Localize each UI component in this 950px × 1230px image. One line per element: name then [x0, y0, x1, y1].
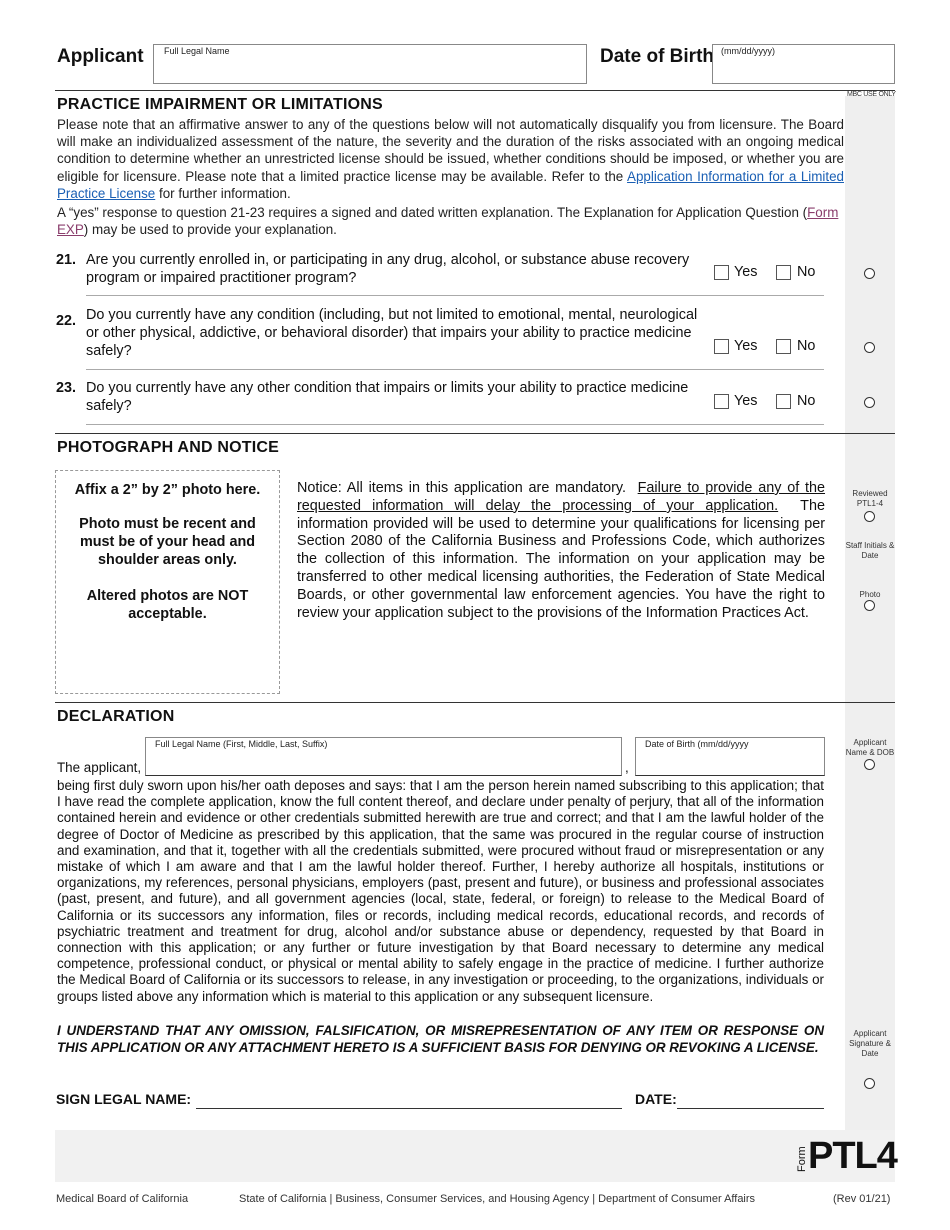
question-22-text: Do you currently have any condition (including, but not limited to emotional, mental, neurological or other physical, addictive, or behavioral disorder) that impairs your ability to practice medicine safely?: [86, 307, 698, 360]
declaration-warning: I UNDERSTAND THAT ANY OMISSION, FALSIFICATION, OR MISREPRESENTATION OF ANY ITEM OR RESPONSE ON THIS APPLICATION OR ANY ATTACHMENT HERETO IS A SUFFICIENT BASIS FOR DENYING OR REVOKING A LICENSE.: [57, 1023, 824, 1055]
section-divider-photo: [55, 433, 895, 434]
footer-agency: State of California | Business, Consumer Services, and Housing Agency | Department of Consumer Affairs: [239, 1193, 756, 1205]
intro-text-b: for further information.: [158, 185, 291, 201]
question-22-divider: [86, 369, 824, 370]
question-21-no-label: No: [797, 264, 816, 280]
question-22-no-label: No: [797, 338, 816, 354]
photo-check-circle[interactable]: [864, 600, 875, 611]
question-21-no-checkbox[interactable]: [776, 265, 791, 280]
note-text-a: A “yes” response to question 21-23 requires a signed and dated written explanation. The Explanation for Application Question (: [57, 205, 808, 220]
reviewed-circle[interactable]: [864, 511, 875, 522]
photo-recent-instruction: Photo must be recent and must be of your head and shoulder areas only.: [79, 516, 256, 568]
section-divider-declaration: [55, 702, 895, 703]
declaration-body: being first duly sworn upon his/her oath deposes and says: that I am the person herein named subscribing to this application; that I have read the complete application, know the full content thereof, and declare under penalty of perjury, that all of the information contained herein and evidence or other credentials submitted herewith are true and correct; and that I am the lawful holder of the degree of Doctor of Medicine as prescribed by this application, that the same was procured in the regular course of instruction and examination, and that it, together with all the credentials submitted, were procured without fraud or misrepresentation or any mistake of which I am aware and that I am the lawful holder thereof. Further, I hereby authorize all hospitals, institutions or organizations, my references, personal physicians, employers (past, present and future), or business and professional associates (past, present, and future), and all government agencies (local, state, federal, or foreign) to release to the Medical Board of California or its successors any information, files or records, including medical records, educational records, and records of psychiatric treatment and treatment for drug, alcohol and/or substance abuse or dependency, requested by that Board in connection with this application; or any further or future investigation by that Board necessary to determine any medical competence, professional conduct, or physical or mental ability to safely engage in the practice of medicine. I further authorize the Medical Board of California or its successors to release, in any investigation or proceeding, to the organizations, individuals or groups listed above any information which is material to this application or any subsequent licensure.: [57, 778, 824, 1004]
question-22-no-checkbox[interactable]: [776, 339, 791, 354]
dob-caption: (mm/dd/yyyy): [721, 46, 775, 56]
applicant-signature-label: Applicant Signature & Date: [849, 1029, 891, 1058]
applicant-name-dob-label: Applicant Name & DOB: [845, 738, 895, 757]
declaration-dob-caption: Date of Birth (mm/dd/yyyy: [645, 739, 749, 749]
form-id-band: [55, 1130, 895, 1182]
question-22-review-circle[interactable]: [864, 342, 875, 353]
question-21-number: 21.: [56, 252, 77, 268]
dob-label: Date of Birth: [600, 46, 714, 67]
staff-initials-label: Staff Initials & Date: [845, 541, 895, 560]
applicant-name-dob-circle[interactable]: [864, 759, 875, 770]
declaration-full-name-field[interactable]: [145, 737, 622, 776]
question-23-no-checkbox[interactable]: [776, 394, 791, 409]
impairment-section-title: PRACTICE IMPAIRMENT OR LIMITATIONS: [57, 96, 383, 113]
question-21-divider: [86, 295, 824, 296]
declaration-comma: ,: [625, 760, 629, 775]
footer-revision: (Rev 01/21): [833, 1193, 891, 1205]
declaration-section-title: DECLARATION: [57, 708, 175, 725]
question-21-yes-label: Yes: [734, 264, 758, 280]
question-23-no-label: No: [797, 393, 816, 409]
form-id: PTL4: [808, 1135, 897, 1177]
mbc-use-only-label: MBC USE ONLY: [847, 91, 896, 98]
photo-section-title: PHOTOGRAPH AND NOTICE: [57, 439, 279, 456]
notice-underlined: Failure to provide any of the requested information will delay the processing of your application.: [297, 480, 826, 514]
date-of-birth-field[interactable]: [712, 44, 895, 84]
mbc-use-sidebar: [845, 96, 895, 1182]
declaration-dob-field[interactable]: [635, 737, 825, 776]
intro-text-a: Please note that an affirmative answer to any of the questions below will not automatically disqualify you from licensure. The Board will make an individualized assessment of the nature, the severity and the duration of the risks associated with an ongoing medical condition to determine whether an unrestricted license should be issued, whether conditions should be imposed, or whether you are eligible for licensure. Please note that a limited practice license may be available. Refer to the: [57, 117, 844, 184]
question-21-yes-checkbox[interactable]: [714, 265, 729, 280]
question-21-text: Are you currently enrolled in, or participating in any drug, alcohol, or substance abuse recovery program or impaired practitioner program?: [86, 252, 690, 287]
date-line[interactable]: [677, 1108, 824, 1109]
impairment-intro: [57, 116, 844, 202]
question-23-number: 23.: [56, 380, 77, 396]
question-23-review-circle[interactable]: [864, 397, 875, 408]
signature-line[interactable]: [196, 1108, 622, 1109]
question-23-yes-label: Yes: [734, 393, 758, 409]
date-label: DATE:: [635, 1091, 677, 1107]
photo-altered-warning: Altered photos are NOT acceptable.: [86, 588, 249, 622]
question-21-review-circle[interactable]: [864, 268, 875, 279]
applicant-signature-circle[interactable]: [864, 1078, 875, 1089]
question-22-number: 22.: [56, 313, 77, 329]
notice-text: [297, 480, 825, 622]
name-caption: Full Legal Name: [164, 46, 230, 56]
form-exp-link[interactable]: Form EXP: [57, 205, 839, 238]
notice-b: The information provided will be used to determine your qualifications for licensing per Section 2080 of the California Business and Professions Code, which authorizes the collection of this information. The information on your application may be transferred to other medical licensing authorities, the Federation of State Medical Boards, or other governmental law enforcement agencies. You have the right to review your application subject to the provisions of the Information Practices Act.: [297, 497, 825, 621]
reviewed-ptl-label: Reviewed PTL1-4: [852, 489, 888, 508]
photo-check-label: Photo: [859, 590, 881, 599]
photo-affix-area[interactable]: [55, 470, 280, 694]
yes-response-note: [57, 204, 844, 238]
full-legal-name-field[interactable]: [153, 44, 587, 84]
question-22-yes-label: Yes: [734, 338, 758, 354]
note-text-b: ) may be used to provide your explanation.: [83, 222, 337, 238]
notice-a: Notice: All items in this application are mandatory.: [297, 480, 627, 496]
footer-board-name: Medical Board of California: [56, 1193, 189, 1205]
applicant-label: Applicant: [57, 46, 144, 67]
form-small-label: Form: [796, 1146, 808, 1172]
header-divider: [55, 90, 895, 91]
question-23-yes-checkbox[interactable]: [714, 394, 729, 409]
limited-practice-license-link[interactable]: Application Information for a Limited Practice License: [57, 168, 844, 201]
declaration-name-caption: Full Legal Name (First, Middle, Last, Suffix): [155, 739, 328, 749]
question-22-yes-checkbox[interactable]: [714, 339, 729, 354]
question-23-text: Do you currently have any other condition that impairs or limits your ability to practice medicine safely?: [86, 380, 689, 415]
the-applicant-label: The applicant,: [57, 760, 142, 775]
sign-legal-name-label: SIGN LEGAL NAME:: [56, 1091, 192, 1107]
question-23-divider: [86, 424, 824, 425]
photo-size-instruction: Affix a 2” by 2” photo here.: [74, 482, 261, 498]
